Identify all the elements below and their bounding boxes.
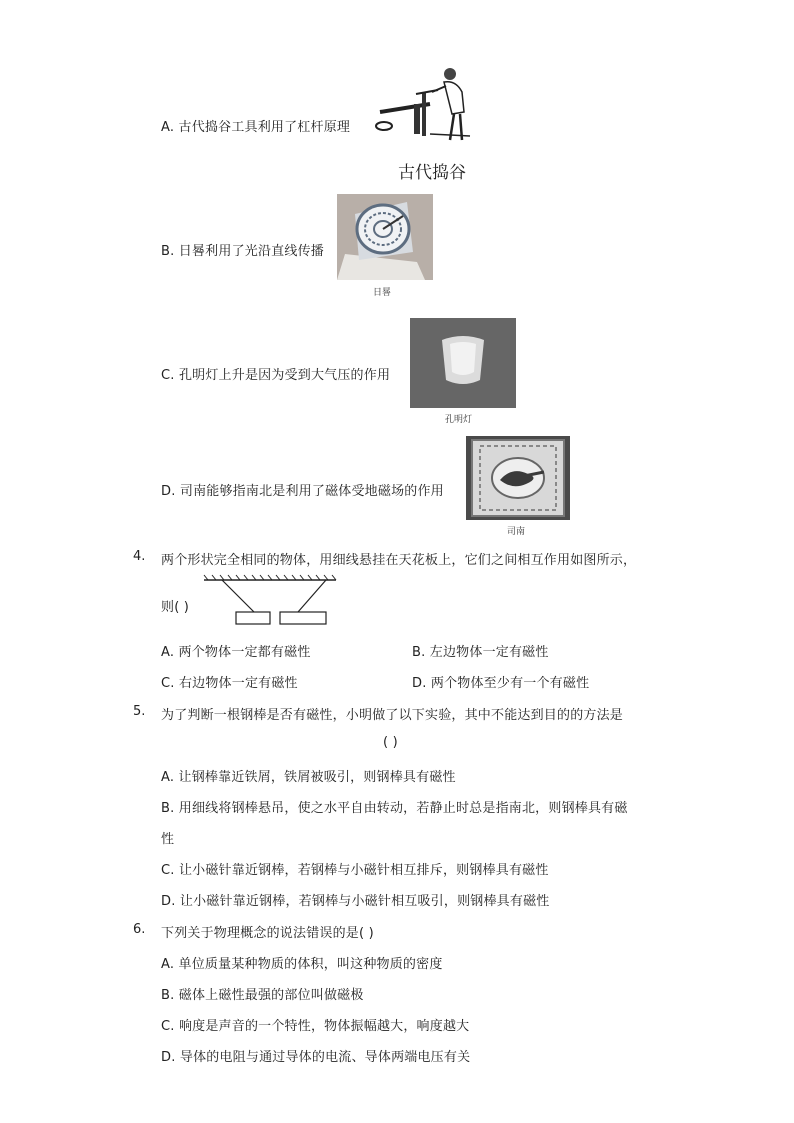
q6-option-d: D. 导体的电阻与通过导体的电流、导体两端电压有关	[161, 1050, 471, 1065]
q5-number: 5.	[133, 704, 146, 719]
q5-bracket: ( )	[383, 735, 398, 750]
q4-option-a: A. 两个物体一定都有磁性	[161, 645, 311, 660]
q3-option-a: A. 古代捣谷工具利用了杠杆原理	[161, 120, 351, 135]
q4-option-c: C. 右边物体一定有磁性	[161, 676, 298, 691]
q5-stem: 为了判断一根钢棒是否有磁性，小明做了以下实验，其中不能达到目的的方法是	[161, 708, 624, 723]
q6-stem: 下列关于物理概念的说法错误的是( )	[161, 926, 374, 941]
q5-option-d: D. 让小磁针靠近钢棒，若钢棒与小磁针相互吸引，则钢棒具有磁性	[161, 894, 550, 909]
pestle-caption: 古代捣谷	[398, 163, 466, 183]
lantern-photo	[410, 318, 516, 408]
q4-option-d: D. 两个物体至少有一个有磁性	[412, 676, 590, 691]
q4-option-b: B. 左边物体一定有磁性	[412, 645, 549, 660]
q6-option-b: B. 磁体上磁性最强的部位叫做磁极	[161, 988, 364, 1003]
compass-caption: 司南	[507, 527, 526, 537]
hanging-objects-diagram	[202, 574, 338, 628]
lantern-caption: 孔明灯	[445, 415, 473, 425]
hanging-objects-drawing	[202, 574, 338, 628]
q3-option-b: B. 日晷利用了光沿直线传播	[161, 244, 324, 259]
q5-option-c: C. 让小磁针靠近钢棒，若钢棒与小磁针相互排斥，则钢棒具有磁性	[161, 863, 549, 878]
compass-photo	[466, 436, 570, 520]
q5-option-b-line1: B. 用细线将钢棒悬吊，使之水平自由转动，若静止时总是指南北，则钢棒具有磁	[161, 801, 628, 816]
q6-option-a: A. 单位质量某种物质的体积，叫这种物质的密度	[161, 957, 443, 972]
q6-option-c: C. 响度是声音的一个特性，物体振幅越大，响度越大	[161, 1019, 470, 1034]
q5-option-a: A. 让钢棒靠近铁屑，铁屑被吸引，则钢棒具有磁性	[161, 770, 456, 785]
sundial-photo	[337, 194, 433, 280]
sundial-drawing	[337, 194, 433, 280]
q4-number: 4.	[133, 549, 146, 564]
q3-option-c: C. 孔明灯上升是因为受到大气压的作用	[161, 368, 391, 383]
compass-drawing	[466, 436, 570, 520]
lantern-drawing	[410, 318, 516, 408]
pestle-drawing	[370, 64, 478, 144]
q4-stem-end: 则( )	[161, 600, 190, 615]
q3-option-d: D. 司南能够指南北是利用了磁体受地磁场的作用	[161, 484, 444, 499]
q5-option-b-line2: 性	[161, 832, 175, 847]
sundial-caption: 日晷	[373, 288, 392, 298]
q6-number: 6.	[133, 922, 146, 937]
pestle-illustration	[370, 64, 478, 144]
q4-stem: 两个形状完全相同的物体，用细线悬挂在天花板上，它们之间相互作用如图所示，	[161, 553, 637, 568]
